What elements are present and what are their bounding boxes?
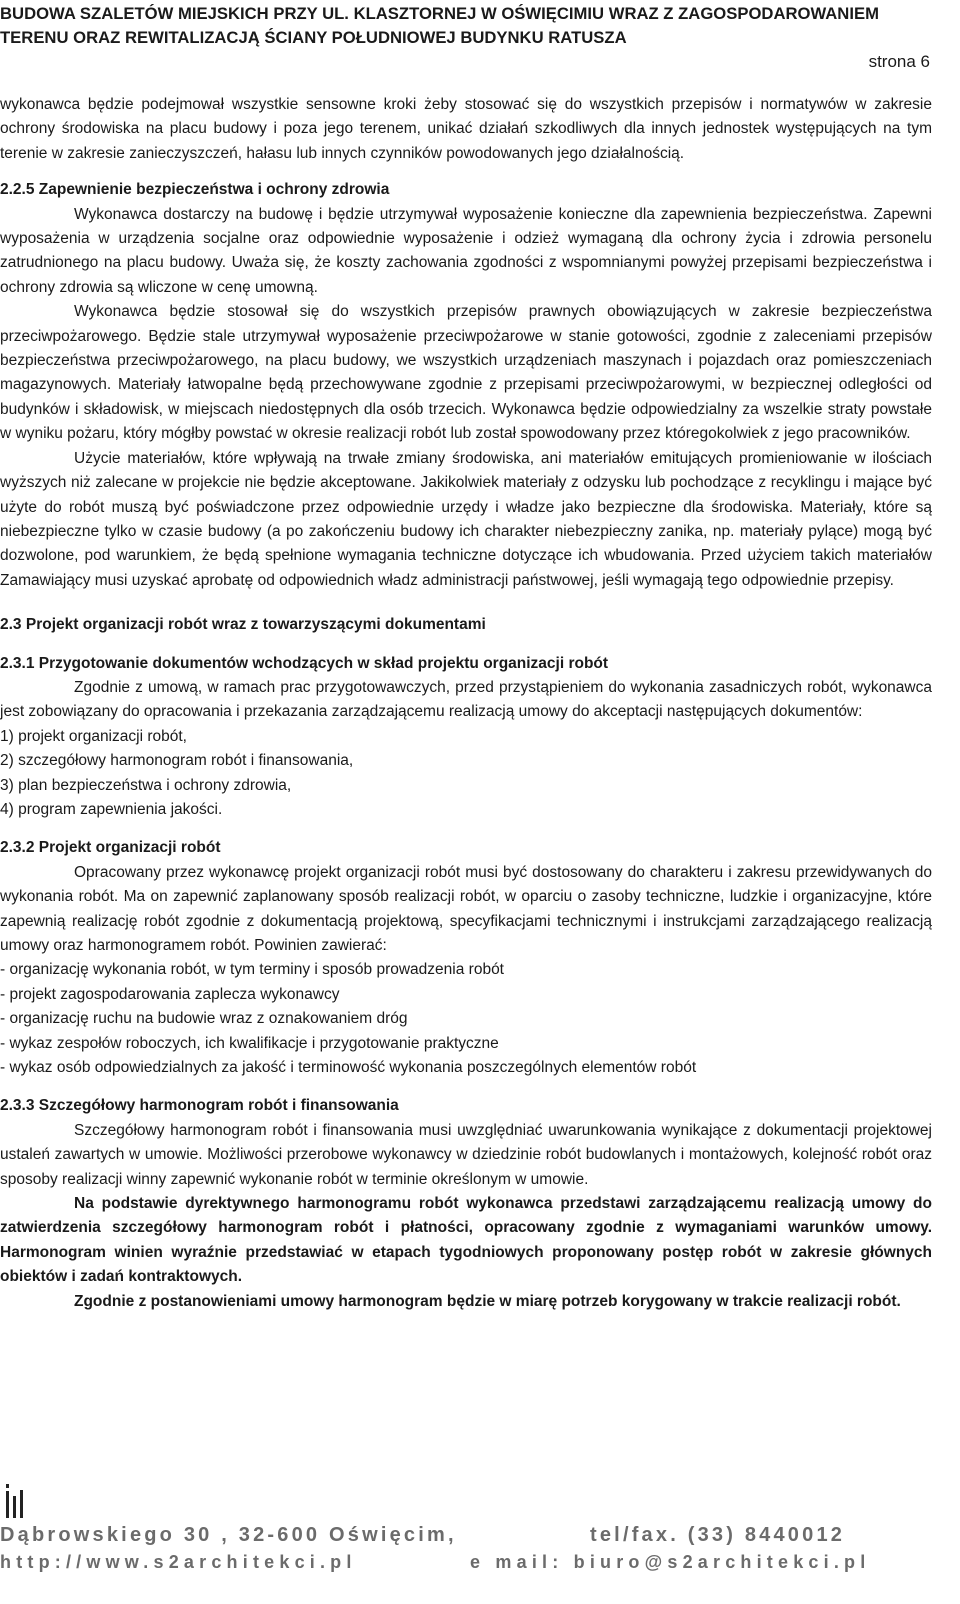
section-2-2-5-heading: 2.2.5 Zapewnienie bezpieczeństwa i ochrony zdrowia (0, 181, 390, 199)
list-item: - wykaz zespołów roboczych, ich kwalifikacje i przygotowanie praktyczne (0, 1034, 499, 1052)
section-2-3-3-paragraph-2: Na podstawie dyrektywnego harmonogramu robót wykonawca przedstawi zarządzającemu realizacją umowy do zatwierdzenia szczegółowy harmonogram robót i płatności, opracowany zgodnie z wymaganiami warunków umowy. Harmonogram winien wyraźnie przedstawiać w etapach tygodniowych proponowany postęp robót w zakresie głównych obiektów i zadań kontraktowych. (0, 1195, 932, 1286)
footer-email-link[interactable]: e mail: biuro@s2architekci.pl (470, 1552, 871, 1572)
section-2-2-5-paragraph-2: Wykonawca będzie stosował się do wszystkich przepisów prawnych obowiązujących w zakresie bezpieczeństwa przeciwpożarowego. Będzie stale utrzymywał wyposażenie przeciwpożarowe w stanie gotowości, zgodnie z zaleceniami przepisów bezpieczeństwa przeciwpożarowego, na placu budowy, we wszystkich urządzeniach maszynach i pojazdach oraz pomieszczeniach magazynowych. Materiały łatwopalne będą przechowywane zgodnie z przepisami przeciwpożarowymi, w bezpiecznej odległości od budynków i składowisk, w miejscach niedostępnych dla osób trzecich. Wykonawca będzie odpowiedzialny za wszelkie straty powstałe w wyniku pożaru, który mógłby powstać w okresie realizacji robót lub został spowodowany przez któregokolwiek z jego pracowników. (0, 303, 932, 443)
header-title-line-2: TERENU ORAZ REWITALIZACJĄ ŚCIANY POŁUDNIOWEJ BUDYNKU RATUSZA (0, 28, 627, 47)
section-2-3-1-heading: 2.3.1 Przygotowanie dokumentów wchodzących w skład projektu organizacji robót (0, 654, 609, 672)
list-item: 1) projekt organizacji robót, (0, 727, 187, 745)
section-2-3-2-heading: 2.3.2 Projekt organizacji robót (0, 839, 221, 857)
footer-website-link[interactable]: http://www.s2architekci.pl (0, 1552, 357, 1572)
list-item: - wykaz osób odpowiedzialnych za jakość i terminowość wykonania poszczególnych elementów robót (0, 1059, 697, 1077)
list-item: - organizację wykonania robót, w tym terminy i sposób prowadzenia robót (0, 961, 504, 979)
document-body (0, 93, 932, 1314)
section-2-2-5-paragraph-1: Wykonawca dostarczy na budowę i będzie utrzymywał wyposażenie konieczne dla zapewnienia bezpieczeństwa. Zapewni wyposażenia w urządzenia socjalne oraz odpowiednie wyposażenie i odzież wymaganą dla ochrony życia i zdrowia personelu zatrudnionego na placu budowy. Uważa się, że koszty zachowania zgodności z wspomnianymi powyżej przepisami bezpieczeństwa i ochrony zdrowia są wliczone w cenę umowną. (0, 205, 932, 296)
footer-phone: tel/fax. (33) 8440012 (590, 1524, 846, 1546)
section-2-3-3-heading: 2.3.3 Szczegółowy harmonogram robót i finansowania (0, 1097, 399, 1115)
list-item: - organizację ruchu na budowie wraz z oznakowaniem dróg (0, 1010, 408, 1028)
section-2-3-3-paragraph-1: Szczegółowy harmonogram robót i finansowania musi uwzględniać uwarunkowania wynikające z dokumentacji projektowej ustaleń zawartych w umowie. Możliwości przerobowe wykonawcy w dziedzinie robót budowlanych i montażowych, kolejność robót oraz sposoby realizacji winny zapewnić wykonanie robót w terminie określonym w umowie. (0, 1121, 932, 1188)
list-item: 3) plan bezpieczeństwa i ochrony zdrowia, (0, 776, 292, 794)
page-number: strona 6 (868, 52, 930, 71)
s2-architekci-logo-icon (4, 1484, 26, 1518)
paragraph-intro: wykonawca będzie podejmował wszystkie sensowne kroki żeby stosować się do wszystkich przepisów i normatywów w zakresie ochrony środowiska na placu budowy i poza jego terenem, unikać działań szkodliwych dla innych jednostek występujących na tym terenie w zakresie zanieczyszczeń, hałasu lub innych czynników powodowanych jego działalnością. (0, 96, 932, 162)
list-item: - projekt zagospodarowania zaplecza wykonawcy (0, 985, 340, 1003)
footer-address: Dąbrowskiego 30 , 32-600 Oświęcim, (0, 1524, 457, 1546)
section-2-3-2-paragraph-1: Opracowany przez wykonawcę projekt organizacji robót musi być dostosowany do charakteru i zakresu przewidywanych do wykonania robót. Ma on zapewnić zaplanowany sposób realizacji robót, w oparciu o zasoby techniczne, ludzkie i organizacyjne, które zapewnią realizację robót zgodnie z dokumentacją projektową, specyfikacjami technicznymi i instrukcjami zarządzającego realizacją umowy oraz harmonogramem robót. Powinien zawierać: (0, 863, 932, 954)
list-item: 2) szczegółowy harmonogram robót i finansowania, (0, 752, 354, 770)
header-title-line-1: BUDOWA SZALETÓW MIEJSKICH PRZY UL. KLASZTORNEJ W OŚWIĘCIMIU WRAZ Z ZAGOSPODAROWANIEM (0, 4, 879, 23)
section-2-3-1-paragraph-1: Zgodnie z umową, w ramach prac przygotowawczych, przed przystąpieniem do wykonania zasadniczych robót, wykonawca jest zobowiązany do opracowania i przekazania zarządzającemu realizacją umowy do akceptacji następujących dokumentów: (0, 678, 932, 721)
section-2-3-heading: 2.3 Projekt organizacji robót wraz z towarzyszącymi dokumentami (0, 616, 486, 634)
section-2-2-5-paragraph-3: Użycie materiałów, które wpływają na trwałe zmiany środowiska, ani materiałów emitujących promieniowanie w ilościach wyższych niż zalecane w projekcie nie będzie akceptowane. Jakikolwiek materiały z odzysku lub pochodzące z recyklingu i mające być użyte do robót muszą być poświadczone przez odpowiednie urzędy i władze jako bezpieczne dla środowiska. Materiały, które są niebezpieczne tylko w czasie budowy (a po zakończeniu budowy ich charakter niebezpieczny zanika, np. materiały pylące) mogą być dozwolone, pod warunkiem, że będą spełnione wymagania techniczne dotyczące ich wbudowania. Przed użyciem takich materiałów Zamawiający musi uzyskać aprobatę od odpowiednich władz administracji państwowej, jeśli wymagają tego odpowiednie przepisy. (0, 449, 932, 589)
list-item: 4) program zapewnienia jakości. (0, 800, 223, 818)
footer-contact-line-1 (0, 1524, 960, 1547)
section-2-3-3-paragraph-3: Zgodnie z postanowieniami umowy harmonogram będzie w miarę potrzeb korygowany w trakcie realizacji robót. (74, 1292, 901, 1310)
document-header (0, 2, 940, 50)
footer-contact-line-2 (0, 1552, 960, 1573)
